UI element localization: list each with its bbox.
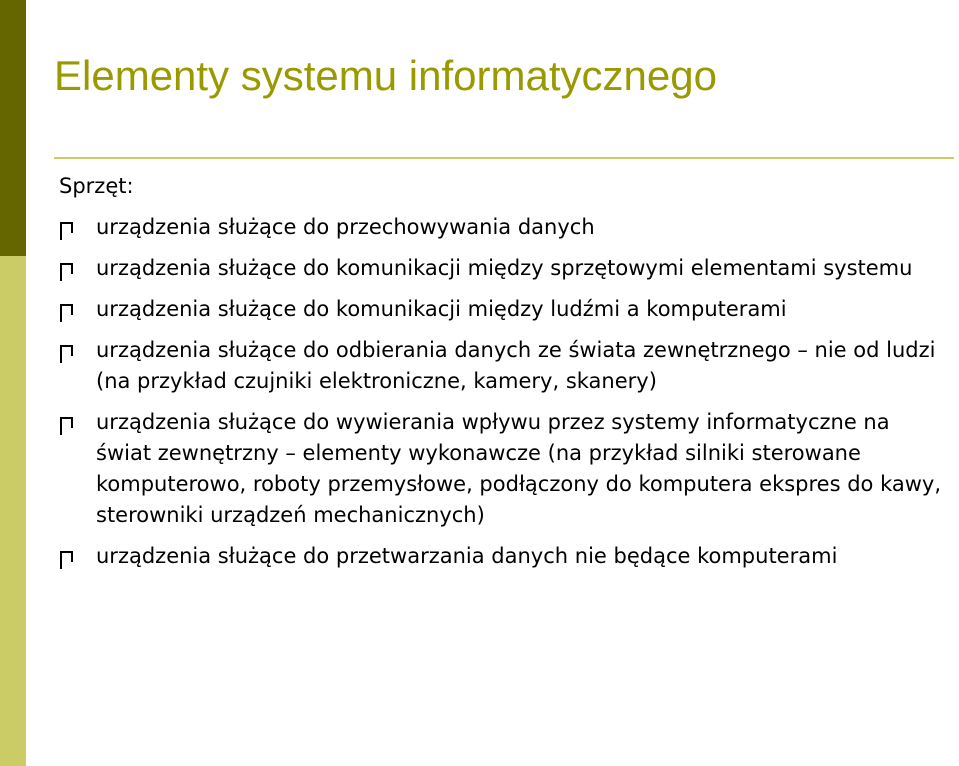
bullet-list	[59, 212, 949, 572]
list-item	[59, 407, 949, 531]
list-item-text: urządzenia służące do komunikacji między sprzętowymi elementami systemu	[96, 256, 913, 280]
sidebar-accent-dark	[0, 0, 26, 256]
slide-title: Elementy systemu informatycznego	[54, 52, 717, 99]
hollow-square-bullet-icon	[60, 551, 73, 562]
list-item-text: urządzenia służące do przechowywania danych	[96, 215, 595, 239]
list-item-text: urządzenia służące do komunikacji między ludźmi a komputerami	[96, 297, 787, 321]
list-item	[59, 541, 949, 572]
list-item-text: urządzenia służące do wywierania wpływu przez systemy informatyczne na świat zewnętrzny – elementy wykonawcze (na przykład silniki sterowane komputerowo, roboty przemysłowe, podłączony do komputera ekspres do kawy, sterowniki urządzeń mechanicznych)	[96, 410, 942, 527]
list-item	[59, 294, 949, 325]
list-item-text: urządzenia służące do przetwarzania danych nie będące komputerami	[96, 544, 838, 568]
title-underline-divider	[54, 157, 954, 159]
list-item	[59, 212, 949, 243]
hollow-square-bullet-icon	[60, 304, 73, 315]
hollow-square-bullet-icon	[60, 345, 73, 356]
sidebar-accent-light	[0, 256, 26, 766]
slide-content	[59, 170, 949, 572]
list-item-text: urządzenia służące do odbierania danych ze świata zewnętrznego – nie od ludzi (na przykład czujniki elektroniczne, kamery, skanery)	[96, 338, 936, 393]
list-item	[59, 253, 949, 284]
section-label-hardware: Sprzęt:	[59, 174, 134, 198]
list-item	[59, 335, 949, 397]
hollow-square-bullet-icon	[60, 222, 73, 233]
hollow-square-bullet-icon	[60, 263, 73, 274]
hollow-square-bullet-icon	[60, 417, 73, 428]
